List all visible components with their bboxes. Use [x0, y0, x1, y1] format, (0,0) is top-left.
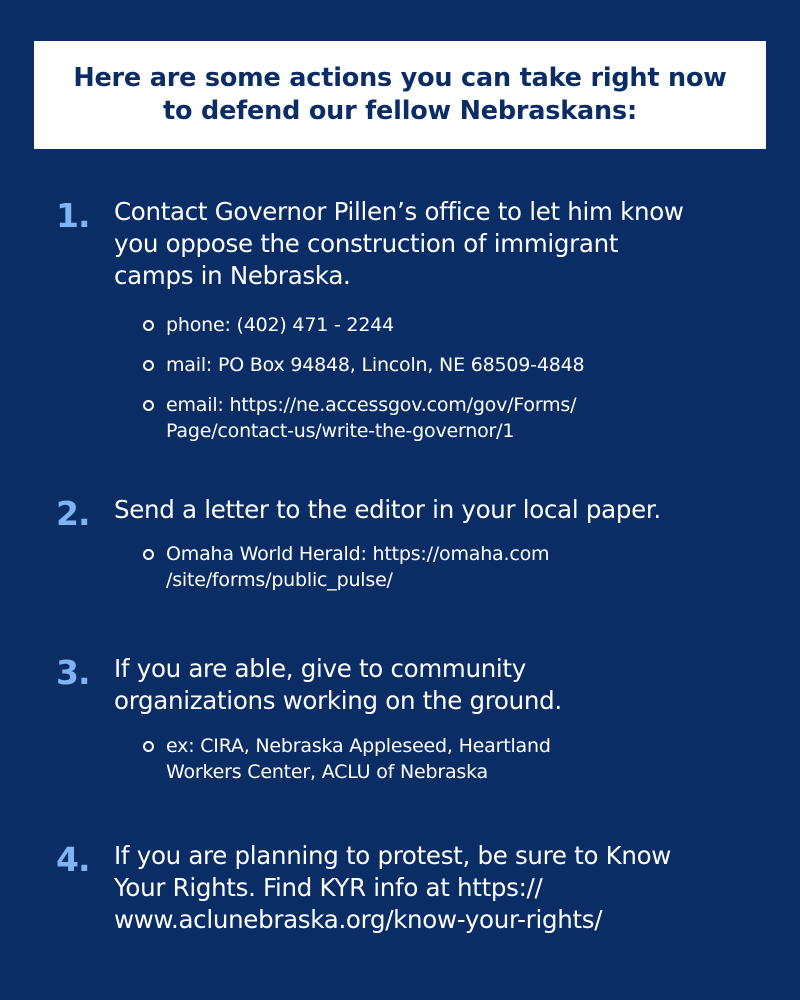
list-item-email	[143, 392, 683, 444]
list-item-newspaper	[143, 541, 683, 593]
circle-bullet-icon	[143, 741, 154, 752]
step-text-line: Send a letter to the editor in your local paper.	[114, 495, 661, 524]
bullet-text-line: mail: PO Box 94848, Lincoln, NE 68509-4848	[166, 354, 585, 376]
step-number: 4.	[56, 840, 90, 879]
bullet-text-line: Workers Center, ACLU of Nebraska	[166, 761, 488, 783]
newspaper-link-line[interactable]: Omaha World Herald: https://omaha.com	[166, 543, 550, 565]
step-text-line: If you are planning to protest, be sure to Know	[114, 841, 672, 870]
step-number: 3.	[56, 653, 90, 692]
circle-bullet-icon	[143, 549, 154, 560]
step-text	[114, 840, 764, 936]
newspaper-link-line[interactable]: /site/forms/public_pulse/	[166, 569, 393, 591]
newspaper-list	[143, 541, 683, 607]
header-banner	[34, 41, 766, 149]
step-number: 2.	[56, 494, 90, 533]
contact-methods-list	[143, 312, 683, 458]
email-link-line[interactable]: Page/contact-us/write-the-governor/1	[166, 420, 515, 442]
step-text-line: you oppose the construction of immigrant	[114, 229, 619, 258]
page-title-line-1: Here are some actions you can take right now	[73, 63, 727, 93]
organizations-list	[143, 733, 683, 799]
list-item-phone	[143, 312, 683, 338]
page-title-line-2: to defend our fellow Nebraskans:	[163, 96, 637, 126]
page-title	[73, 62, 726, 128]
circle-bullet-icon	[143, 320, 154, 331]
step-text-line: camps in Nebraska.	[114, 261, 351, 290]
bullet-text-line: phone: (402) 471 - 2244	[166, 314, 394, 336]
step-text-line: If you are able, give to community	[114, 654, 526, 683]
step-text	[114, 494, 764, 526]
step-text-line: Contact Governor Pillen’s office to let him know	[114, 197, 684, 226]
circle-bullet-icon	[143, 400, 154, 411]
step-text	[114, 653, 764, 717]
step-text-line[interactable]: Your Rights. Find KYR info at https://	[114, 873, 543, 902]
step-number: 1.	[56, 196, 90, 235]
circle-bullet-icon	[143, 360, 154, 371]
list-item-organizations	[143, 733, 683, 785]
step-text-line: organizations working on the ground.	[114, 686, 562, 715]
email-link-line[interactable]: email: https://ne.accessgov.com/gov/Forms/	[166, 394, 577, 416]
kyr-link-line[interactable]: www.aclunebraska.org/know-your-rights/	[114, 905, 603, 934]
step-text	[114, 196, 764, 292]
bullet-text-line: ex: CIRA, Nebraska Appleseed, Heartland	[166, 735, 551, 757]
list-item-mail	[143, 352, 683, 378]
